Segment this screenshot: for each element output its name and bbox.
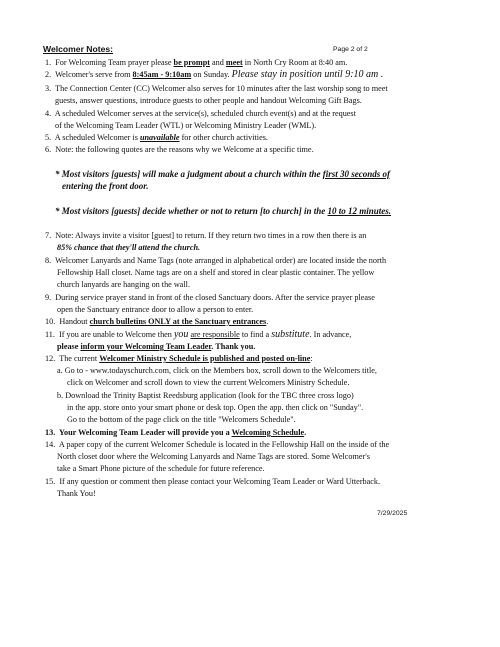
item-11: 11. If you are unable to Welcome then you are responsible to find a substitute. In advance,: [45, 329, 352, 340]
item-8-line-2: Fellowship Hall closet. Name tags are on a shelf and stored in clear plastic container. The yellow: [57, 268, 375, 277]
item-5: 5. A scheduled Welcomer is unavailable for other church activities.: [45, 133, 268, 142]
item-7: 7. Note: Always invite a visitor [guest] to return. If they return two times in a row then there is an: [45, 231, 367, 240]
quote-1: * Most visitors [guests] will make a judgment about a church within the first 30 seconds of: [55, 169, 391, 179]
page-title: Welcomer Notes:: [43, 44, 114, 54]
item-9-line-2: open the Sanctuary entrance door to allow a person to enter.: [57, 305, 254, 314]
item-9: 9. During service prayer stand in front of the closed Sanctuary doors. After the service prayer please: [45, 293, 375, 302]
item-8-line-3: church lanyards are hanging on the wall.: [57, 280, 190, 289]
item-12a: a. Go to - www.todayschurch.com, click on the Members box, scroll down to the Welcomers title,: [57, 366, 377, 375]
item-12b-line-2: in the app. store onto your smart phone or desk top. Open the app. then click on "Sunday".: [67, 403, 364, 412]
item-11-line-2: please inform your Welcoming Team Leader. Thank you.: [57, 342, 256, 351]
item-10: 10. Handout church bulletins ONLY at the Sanctuary entrances.: [45, 317, 269, 326]
item-8: 8. Welcomer Lanyards and Name Tags (note arranged in alphabetical order) are located inside the north: [45, 256, 387, 265]
item-4-line-2: of the Welcoming Team Leader (WTL) or Welcoming Ministry Leader (WML).: [55, 121, 317, 130]
item-12b-line-3: Go to the bottom of the page click on the title "Welcomers Schedule".: [67, 415, 296, 424]
item-14-line-2: North closet door where the Welcoming Lanyards and Name Tags are stored. Some Welcomer's: [57, 452, 370, 461]
quote-1-line-2: entering the front door.: [62, 181, 149, 191]
item-15-line-2: Thank You!: [57, 489, 96, 498]
item-12a-line-2: click on Welcomer and scroll down to view the current Welcomers Ministry Schedule.: [67, 378, 350, 387]
item-15: 15. If any question or comment then please contact your Welcoming Team Leader or Ward Utterback.: [45, 477, 381, 486]
item-3-line-2: guests, answer questions, introduce guests to other people and handout Welcoming Gift Bags.: [55, 96, 362, 105]
item-13: 13. Your Welcoming Team Leader will provide you a Welcoming Schedule.: [45, 428, 307, 437]
quote-2: * Most visitors [guests] decide whether or not to return [to church] in the 10 to 12 minutes.: [55, 206, 392, 216]
document-date: 7/29/2025: [377, 510, 408, 517]
item-12b: b. Download the Trinity Baptist Reedsburg application (look for the TBC three cross logo): [57, 391, 354, 400]
item-6: 6. Note: the following quotes are the reasons why we Welcome at a specific time.: [45, 145, 314, 154]
page-number: Page 2 of 2: [333, 46, 368, 53]
item-7-line-2: 85% chance that they'll attend the church.: [57, 243, 201, 252]
item-2: 2. Welcomer's serve from 8:45am - 9:10am on Sunday. Please stay in position until 9:10 am .: [45, 69, 384, 80]
item-3: 3. The Connection Center (CC) Welcomer also serves for 10 minutes after the last worship song to meet: [45, 84, 388, 93]
item-14: 14. A paper copy of the current Welcomer Schedule is located in the Fellowship Hall on the inside of the: [45, 440, 390, 449]
item-12: 12. The current Welcomer Ministry Schedule is published and posted on-line:: [45, 354, 313, 363]
item-1: 1. For Welcoming Team prayer please be prompt and meet in North Cry Room at 8:40 am.: [45, 58, 348, 67]
item-4: 4. A scheduled Welcomer serves at the service(s), scheduled church event(s) and at the request: [45, 109, 356, 118]
item-14-line-3: take a Smart Phone picture of the schedule for future reference.: [57, 464, 265, 473]
